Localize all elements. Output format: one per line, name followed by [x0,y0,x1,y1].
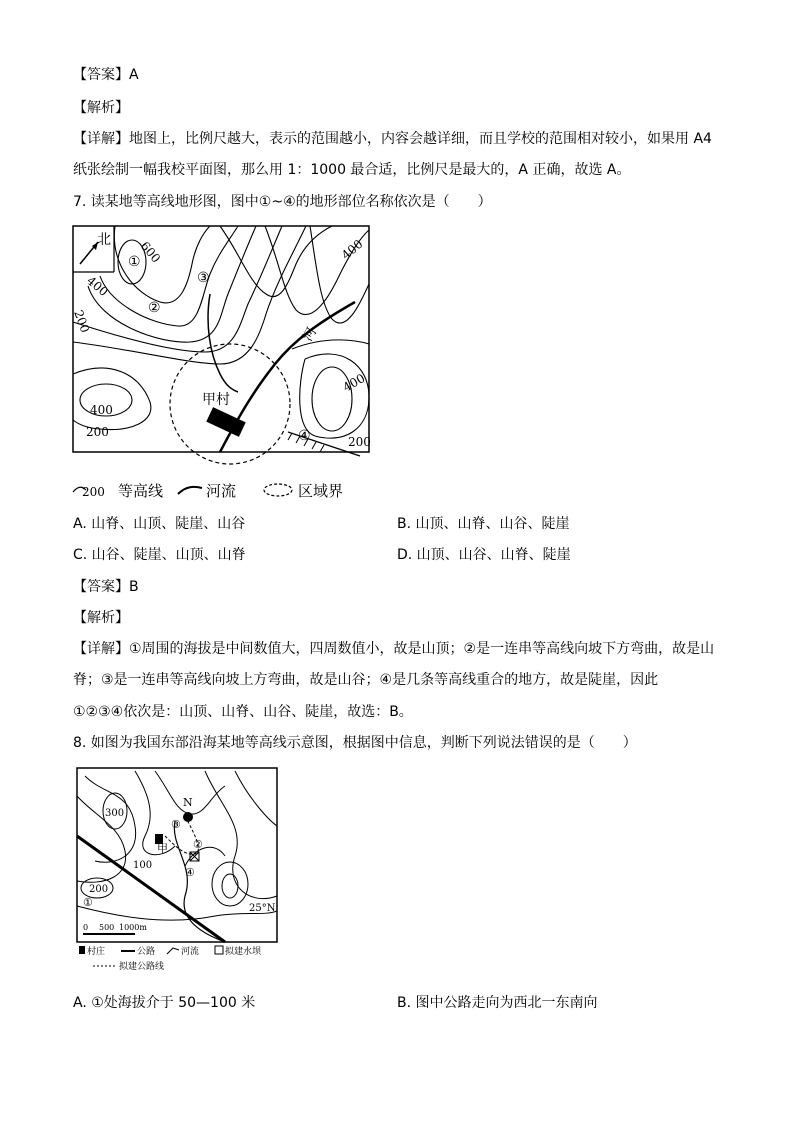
contour-label-400b: 400 [338,236,366,263]
q7-stem: 7. 读某地等高线地形图，图中①~④的地形部位名称依次是（ ） [73,194,492,210]
q8-legend-village: 村庄 [87,947,106,957]
marker-2: ② [148,300,161,316]
contour-label-400c: 400 [90,403,113,417]
q8-marker-4: ④ [185,866,195,879]
contour-label-200c: 200 [348,435,371,449]
q8-contour-map [75,766,285,978]
q7-analysis: 【解析】 [73,610,129,626]
q8-village: 甲 [157,842,168,855]
q8-scale-1000: 1000m [119,923,147,932]
q8-legend-planned-road: 拟建公路线 [119,962,165,972]
q6-detail-line1: 【详解】地图上，比例尺越大，表示的范围越小，内容会越详细，而且学校的范围相对较小，如果用 A4 [73,131,712,147]
q8-legend-river: 河流 [181,947,200,957]
q7-answer: 【答案】B [73,579,139,595]
q7-option-d: D. 山顶、山谷、山脊、陡崖 [397,547,571,563]
q7-detail-line3: ①②③④依次是：山顶、山脊、山谷、陡崖，故选：B。 [73,704,413,720]
q8-stem: 8. 如图为我国东部沿海某地等高线示意图，根据图中信息，判断下列说法错误的是（ ） [73,735,637,751]
contour-label-400a: 400 [84,273,111,300]
q8-legend-dam: 拟建水坝 [225,947,262,957]
legend-region: 区域界 [298,482,344,500]
q7-option-b: B. 山顶、山脊、山谷、陡崖 [397,516,570,532]
marker-3: ③ [197,270,210,286]
legend-contour-value: 200 [82,485,105,499]
q7-detail-line1: 【详解】①周围的海拔是中间数值大，四周数值小，故是山顶；②是一连串等高线向坡下方弯曲，故是山 [73,641,715,657]
contour-label-400d: 400 [340,371,368,395]
q8-legend-road: 公路 [137,947,156,957]
q7-contour-map [70,224,380,504]
q7-option-c: C. 山谷、陡崖、山顶、山脊 [73,547,246,563]
q7-detail-line2: 脊；③是一连串等高线向坡上方弯曲，故是山谷；④是几条等高线重合的地方，故是陡崖，因此 [73,672,659,688]
q8-option-b: B. 图中公路走向为西北一东南向 [397,995,598,1011]
q8-marker-2: ② [193,838,203,851]
north-label: 北 [97,232,111,248]
q8-latitude: 25°N [249,903,276,914]
q8-marker-1: ① [83,896,93,909]
marker-1: ① [128,254,141,270]
q8-label-200: 200 [89,884,109,895]
q8-label-100: 100 [133,860,153,871]
q8-scale-500: 500 [99,923,115,932]
q8-option-a: A. ①处海拔介于 50—100 米 [73,995,256,1011]
q8-north: N [183,796,193,809]
q7-option-a: A. 山脊、山顶、陡崖、山谷 [73,516,246,532]
q8-label-300: 300 [105,808,125,819]
q6-answer: 【答案】A [73,67,139,83]
contour-label-200a: 200 [71,308,93,335]
q6-analysis: 【解析】 [73,100,129,116]
q7-legend [73,482,343,500]
marker-4: ④ [298,428,311,444]
q8-legend [79,945,262,972]
river-label: 河 [300,325,320,344]
contour-label-600: 600 [137,238,164,266]
q8-scale-0: 0 [83,923,89,932]
q6-detail-line2: 纸张绘制一幅我校平面图，那么用 1：1000 最合适，比例尺是最大的，A 正确，故选 A。 [73,162,631,178]
q8-marker-3: ③ [171,818,181,831]
legend-contour: 等高线 [118,482,164,500]
legend-river: 河流 [206,482,237,500]
village-label: 甲村 [202,392,230,408]
contour-label-200b: 200 [86,425,109,439]
